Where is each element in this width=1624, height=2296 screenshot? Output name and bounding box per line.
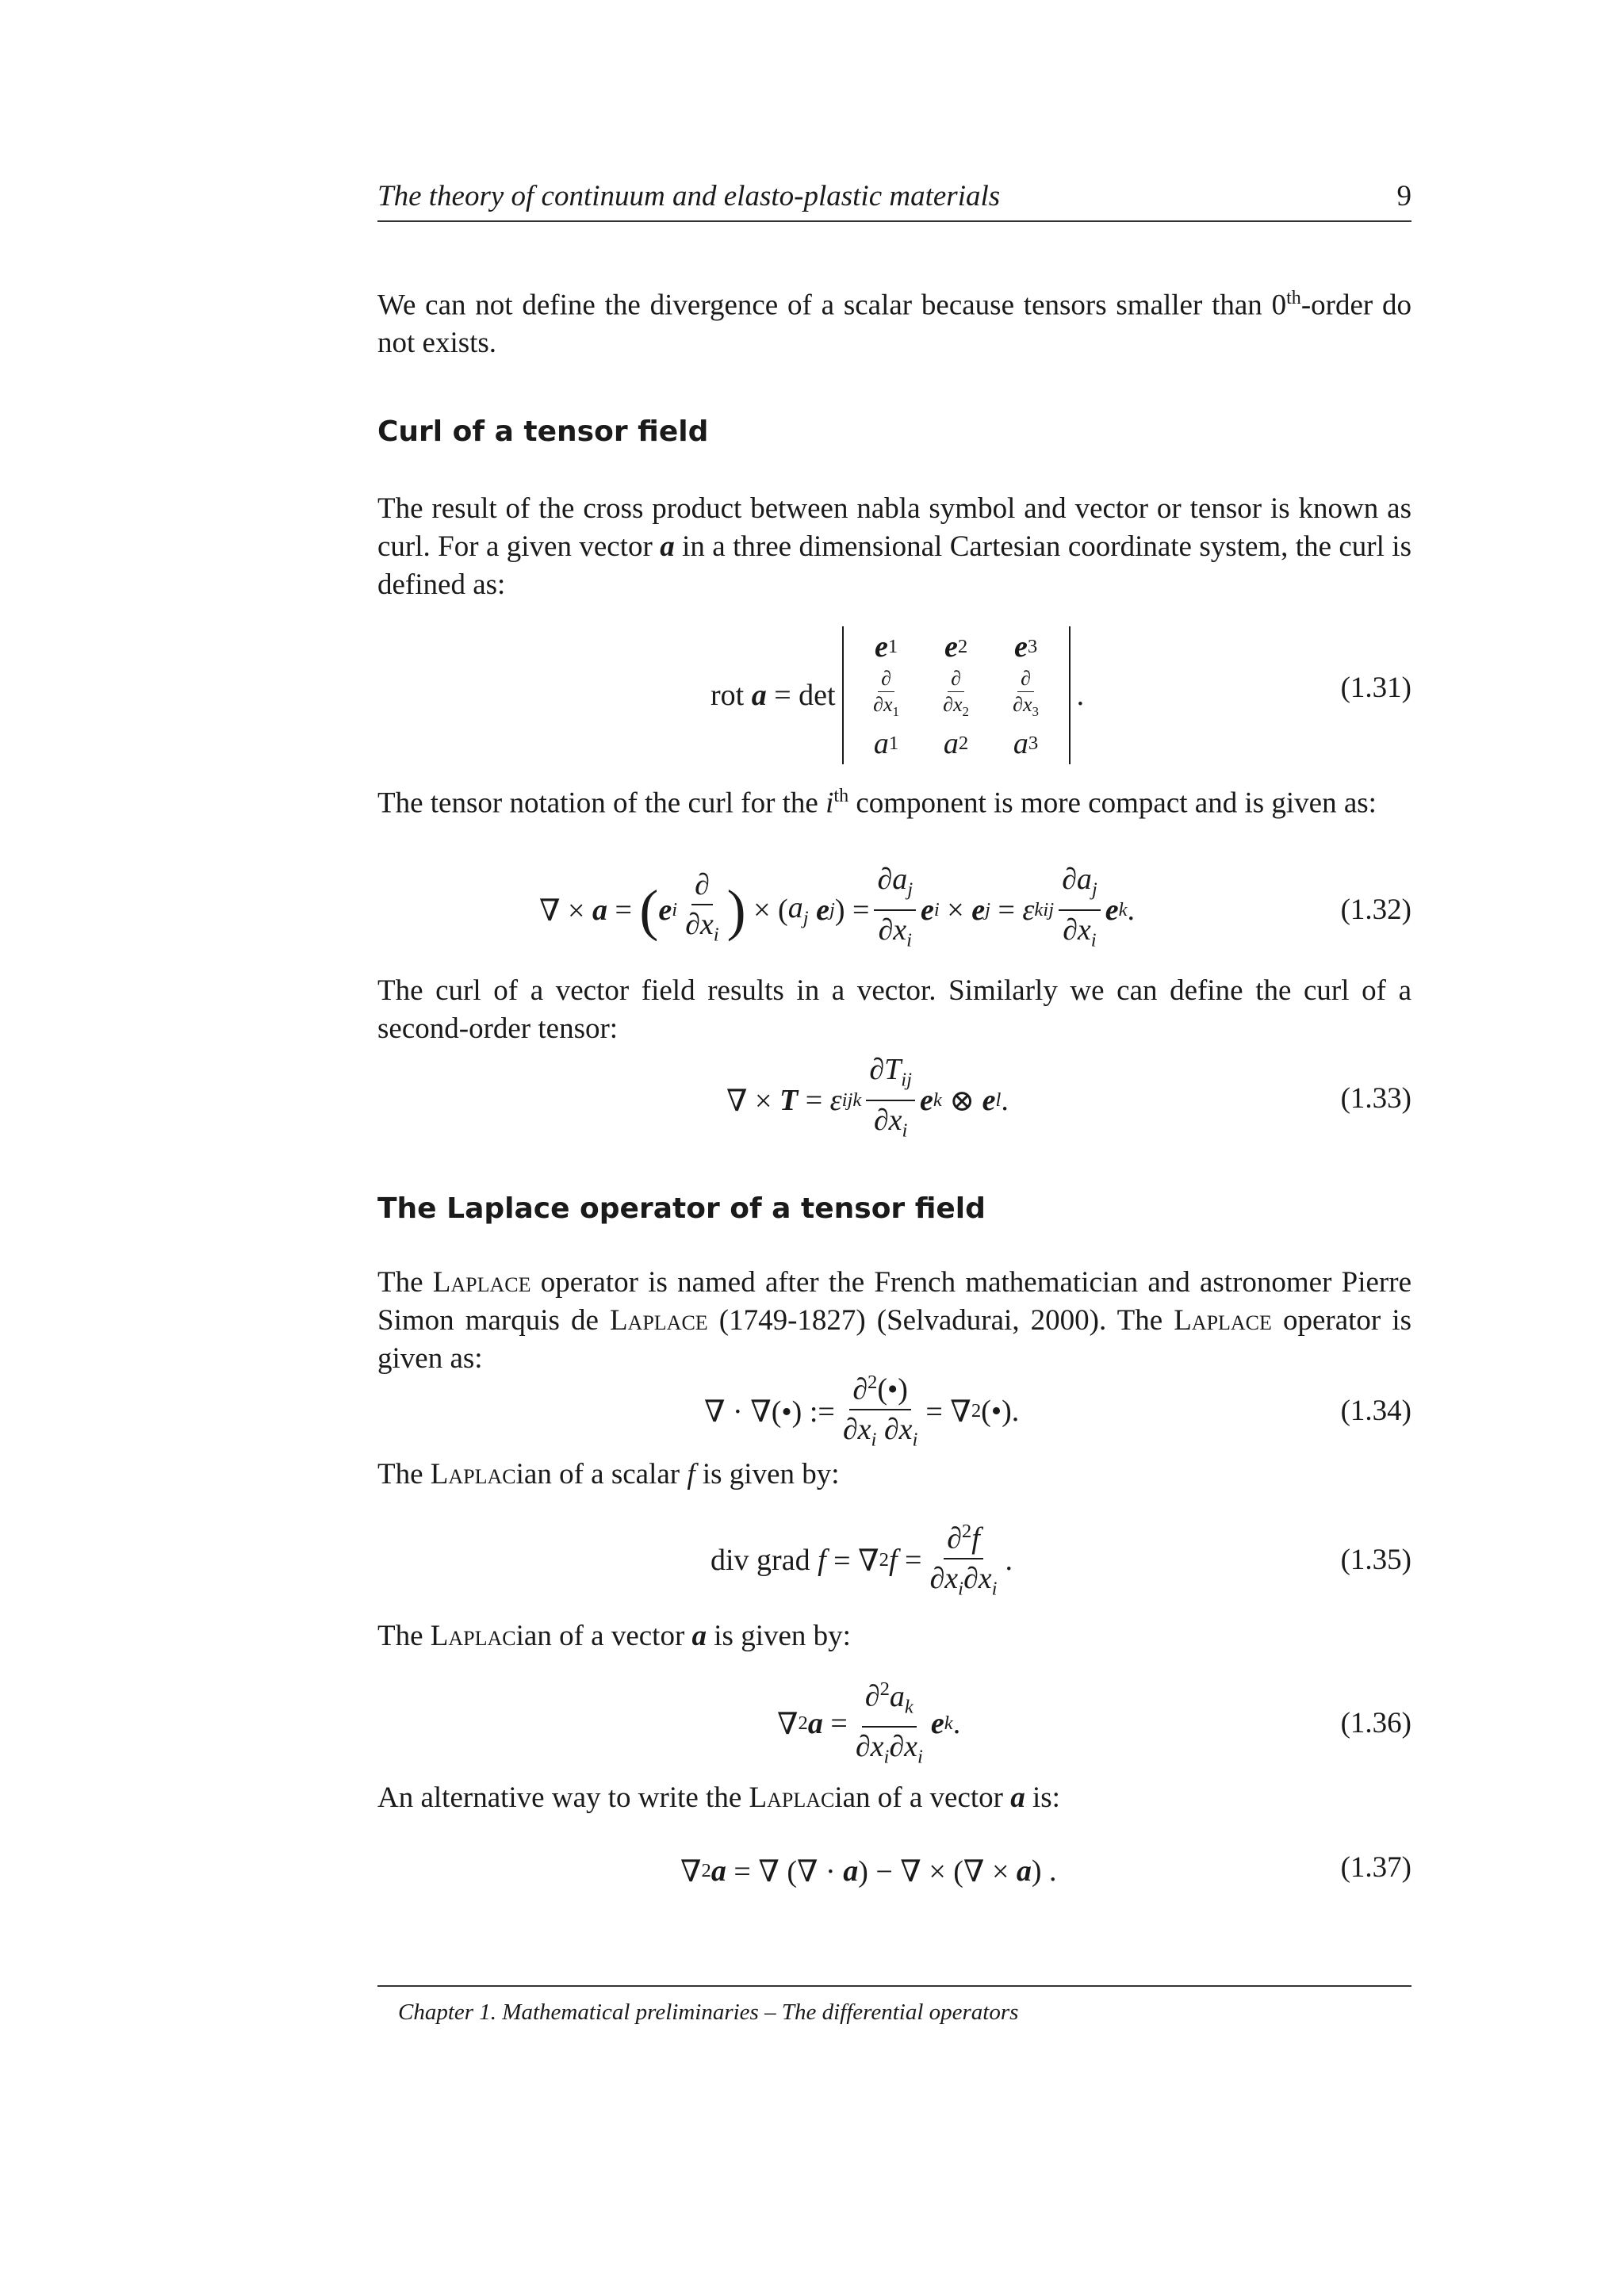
section-heading-laplace: The Laplace operator of a tensor field [377, 1192, 986, 1225]
curl-paragraph-2: The tensor notation of the curl for the $i^{th}$ component is more compact and is given as: [377, 786, 1377, 820]
equation-1-36: ∇ 2 a = $\frac{\partial^2a_k}{\partial x_i\partial x_i}$ e k . [777, 1684, 960, 1763]
equation-number-1-34: (1.34) [1340, 1395, 1411, 1427]
intro-paragraph: We can not define the divergence of a scalar because tensors smaller than 0th-order do not exists. [377, 288, 1411, 360]
equation-number-1-31: (1.31) [1340, 672, 1411, 704]
curl-paragraph-1: The result of the cross product between nabla symbol and vector or tensor is known as curl. For a given vector a in a three dimensional Cartesian coordinate system, the curl is defined as: [377, 492, 1411, 601]
equation-number-1-32: (1.32) [1340, 894, 1411, 926]
equation-1-35: div grad f = ∇ 2 f = $\frac{\partial^2f}{\partial x_i\partial x_i}$ . [710, 1521, 1013, 1600]
equation-1-32: ∇ × a = ( e i $\frac{\partial}{\partial x_i}$ ) × ( $a_j$ e j ) = $\frac{\partial a_j}{\partial x_i}$ e i × e j = ε kij $\frac{\partial a_j}{\partial x_i}$ e k . [539, 863, 1136, 951]
laplace-paragraph-3: The Laplacian of a vector a is given by: [377, 1620, 851, 1652]
determinant-matrix: e 1 e 2 e 3 $\frac{\partial}{\partial x_1}$ $\frac{\partial}{\partial x_2}$ $\frac{\partial}{\partial x_3}$ a 1 a 2 a 3 [842, 626, 1071, 764]
equation-1-33: ∇ × T = ε ijk $\frac{\partial T_{ij}}{\partial x_i}$ e k ⊗ e l . [726, 1053, 1009, 1142]
laplace-paragraph-1: The Laplace operator is named after the French mathematician and astronomer Pierre Simon marquis de Laplace (1749-1827) (Selvadurai, 2000). The Laplace operator is given as: [377, 1266, 1411, 1375]
footer-rule [377, 1985, 1411, 1987]
laplace-paragraph-4: An alternative way to write the Laplacian of a vector a is: [377, 1781, 1060, 1814]
equation-number-1-35: (1.35) [1340, 1544, 1411, 1576]
equation-1-31: rot a = det e 1 e 2 e 3 $\frac{\partial}{\partial x_1}$ $\frac{\partial}{\partial x_2}$ $\frac{\partial}{\partial x_3}$ a 1 a 2 a 3 . [710, 626, 1084, 764]
running-header-title: The theory of continuum and elasto-plastic materials [377, 180, 1001, 212]
equation-number-1-37: (1.37) [1340, 1851, 1411, 1884]
header-rule [377, 220, 1411, 222]
equation-1-34: ∇ · ∇(•) := $\frac{\partial^2(•)}{\partial x_i \partial x_i}$ = ∇ 2 (•). [704, 1372, 1019, 1451]
section-heading-curl: Curl of a tensor field [377, 415, 709, 448]
curl-paragraph-3: The curl of a vector field results in a vector. Similarly we can define the curl of a second-order tensor: [377, 974, 1411, 1045]
equation-1-37: ∇ 2 a = ∇ (∇ · a ) − ∇ × (∇ × a ) . [680, 1854, 1057, 1888]
laplace-paragraph-2: The Laplacian of a scalar f is given by: [377, 1458, 840, 1490]
equation-number-1-33: (1.33) [1340, 1082, 1411, 1115]
equation-number-1-36: (1.36) [1340, 1707, 1411, 1739]
page-number: 9 [1396, 180, 1411, 212]
running-footer: Chapter 1. Mathematical preliminaries – The differential operators [398, 1999, 1019, 2025]
